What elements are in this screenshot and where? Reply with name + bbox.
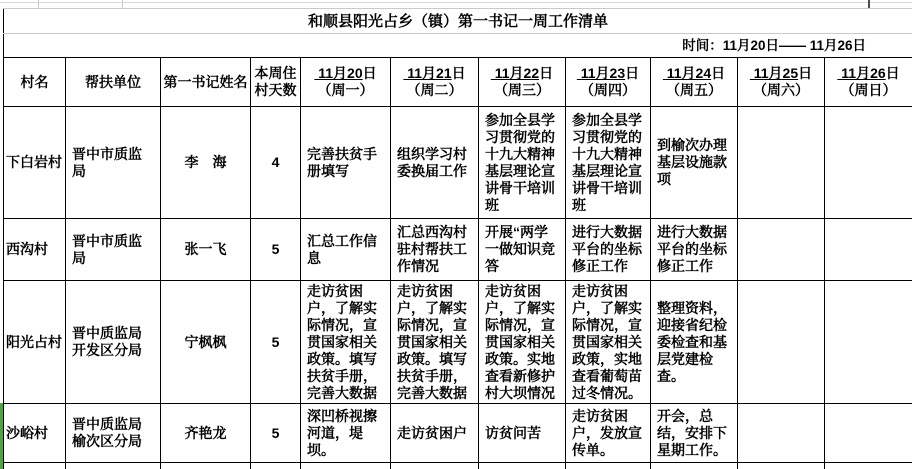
header-secretary[interactable]: 第一书记姓名 — [161, 58, 251, 107]
header-day-sat[interactable]: 11月25日 （周六） — [738, 58, 825, 107]
header-row — [4, 58, 912, 107]
cell-days[interactable]: 5 — [251, 281, 301, 404]
cell-task-fri[interactable]: 开会，总结，安排下星期工作。 — [651, 404, 738, 463]
header-day-sun[interactable]: 11月26日 （周日） — [825, 58, 912, 107]
cell-task-thu[interactable]: 进行大数据平台的坐标修正工作 — [566, 219, 651, 281]
cell-task-sat[interactable] — [738, 219, 825, 281]
cell-village[interactable]: 沙峪村 — [4, 404, 66, 463]
cell-secretary-name[interactable]: 宁枫枫 — [161, 281, 251, 404]
cell-secretary-name[interactable]: 张一飞 — [161, 219, 251, 281]
cell-secretary-name[interactable]: 齐艳龙 — [161, 404, 251, 463]
cell-task-tue[interactable]: 组织学习村委换届工作 — [391, 107, 479, 219]
cell-task-thu[interactable]: 走访贫困户，发放宣传单。 — [566, 404, 651, 463]
cell-unit[interactable]: 晋中市质监局 — [66, 219, 161, 281]
column-border-tick — [868, 0, 870, 8]
header-unit[interactable]: 帮扶单位 — [66, 58, 161, 107]
cell-task-sun[interactable] — [825, 107, 912, 219]
work-schedule-table — [3, 8, 912, 469]
cell-village[interactable]: 下白岩村 — [4, 107, 66, 219]
cell-village[interactable]: 阳光占村 — [4, 281, 66, 404]
cell-task-mon[interactable]: 走访贫困户，了解实际情况，宣贯国家相关政策。填写扶贫手册，完善大数据 — [301, 281, 391, 404]
header-days-in-village[interactable]: 本周住村天数 — [251, 58, 301, 107]
header-day-fri[interactable]: 11月24日 （周五） — [651, 58, 738, 107]
cell-task-sat[interactable] — [738, 281, 825, 404]
cell-secretary-name[interactable]: 李 海 — [161, 107, 251, 219]
cell-task-mon[interactable]: 深凹桥视擦河道，堤坝。 — [301, 404, 391, 463]
header-village[interactable]: 村名 — [4, 58, 66, 107]
cell-task-wed[interactable]: 访贫问苦 — [479, 404, 566, 463]
cell-days[interactable]: 4 — [251, 107, 301, 219]
table-row — [4, 219, 912, 281]
header-day-tue[interactable]: 11月21日 （周二） — [391, 58, 479, 107]
cell-task-thu[interactable]: 参加全县学习贯彻党的十九大精神基层理论宣讲骨干培训班 — [566, 107, 651, 219]
cell-task-sun[interactable] — [825, 281, 912, 404]
cell-unit[interactable]: 晋中市质监局 — [66, 107, 161, 219]
table-row-cutoff — [4, 463, 912, 469]
cell-task-mon[interactable]: 汇总工作信息 — [301, 219, 391, 281]
row-selection-indicator — [0, 403, 3, 469]
cell-task-sun[interactable] — [825, 404, 912, 463]
cell-task-fri[interactable]: 进行大数据平台的坐标修正工作 — [651, 219, 738, 281]
cell-task-sat[interactable] — [738, 404, 825, 463]
header-day-mon[interactable]: 11月20日 （周一） — [301, 58, 391, 107]
cell-days[interactable]: 5 — [251, 404, 301, 463]
cell-task-sat[interactable] — [738, 107, 825, 219]
cell-village[interactable]: 西沟村 — [4, 219, 66, 281]
cell-unit[interactable]: 晋中质监局榆次区分局 — [66, 404, 161, 463]
cell-unit[interactable]: 晋中质监局开发区分局 — [66, 281, 161, 404]
cell-task-tue[interactable]: 走访贫困户，了解实际情况，宣贯国家相关政策。填写扶贫手册，完善大数据 — [391, 281, 479, 404]
table-row — [4, 281, 912, 404]
cell-task-fri[interactable]: 整理资料，迎接省纪检委检查和基层党建检查。 — [651, 281, 738, 404]
table-row — [4, 107, 912, 219]
cell-task-tue[interactable]: 汇总西沟村驻村帮扶工作情况 — [391, 219, 479, 281]
table-row — [4, 404, 912, 463]
cell-task-sun[interactable] — [825, 219, 912, 281]
cell-task-tue[interactable]: 走访贫困户 — [391, 404, 479, 463]
cell-task-mon[interactable]: 完善扶贫手册填写 — [301, 107, 391, 219]
cell-task-wed[interactable]: 开展“两学一做知识竞答 — [479, 219, 566, 281]
cell-days[interactable]: 5 — [251, 219, 301, 281]
sheet-top-sliver — [0, 0, 912, 8]
header-day-thu[interactable]: 11月23日 （周四） — [566, 58, 651, 107]
cell-task-wed[interactable]: 走访贫困户，了解实际情况，宣贯国家相关政策。实地查看新修护村大坝情况 — [479, 281, 566, 404]
page-title: 和顺县阳光占乡（镇）第一书记一周工作清单 — [4, 9, 912, 34]
cell-task-thu[interactable]: 走访贫困户，了解实际情况，宣贯国家相关政策，实地查看葡萄苗过冬情况。 — [566, 281, 651, 404]
gridline — [0, 2, 912, 3]
cell-task-wed[interactable]: 参加全县学习贯彻党的十九大精神基层理论宣讲骨干培训班 — [479, 107, 566, 219]
date-range-label: 时间：11月20日—— 11月26日 — [4, 34, 912, 58]
header-day-wed[interactable]: 11月22日 （周三） — [479, 58, 566, 107]
cell-task-fri[interactable]: 到榆次办理基层设施款项 — [651, 107, 738, 219]
